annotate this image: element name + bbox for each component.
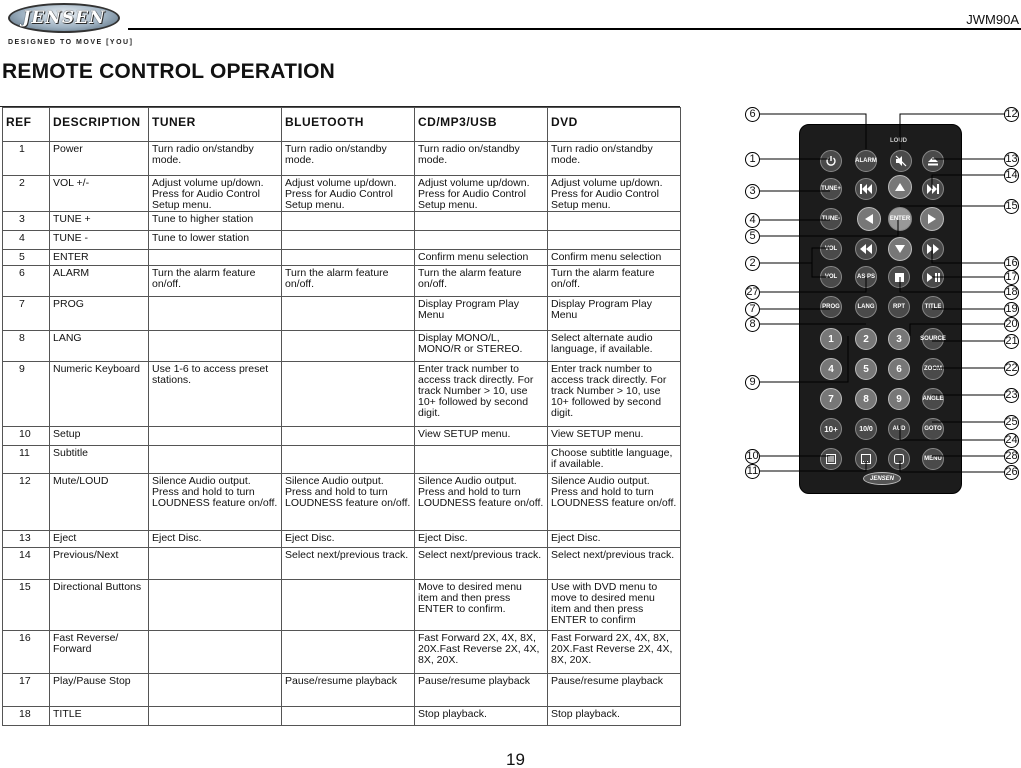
cell-bluetooth: Turn the alarm feature on/off.	[282, 266, 415, 297]
rpt-button[interactable]: RPT	[888, 296, 910, 318]
prog-button[interactable]: PROG	[820, 296, 842, 318]
loud-label: LOUD	[890, 138, 907, 144]
cell-tuner: Turn the alarm feature on/off.	[149, 266, 282, 297]
callout-left: 8	[745, 317, 760, 332]
cell-ref: 16	[3, 631, 50, 674]
cell-dvd: Turn radio on/standby mode.	[548, 142, 681, 176]
callout-left: 4	[745, 213, 760, 228]
cell-description: LANG	[50, 331, 149, 362]
callout-right: 20	[1005, 318, 1018, 330]
cell-ref: 6	[3, 266, 50, 297]
cell-tuner: Use 1-6 to access preset stations.	[149, 362, 282, 427]
callout-right: 12	[1005, 108, 1018, 120]
callout-right: 14	[1005, 169, 1018, 181]
callout-right: 15	[1005, 200, 1018, 212]
callout-left: 1	[745, 152, 760, 167]
callout-right: 25	[1005, 416, 1018, 428]
callout-left: 6	[745, 107, 760, 122]
tune-down-button[interactable]: TUNE-	[820, 208, 842, 230]
ten-zero-button[interactable]: 10/0	[855, 418, 877, 440]
tune-up-button[interactable]: TUNE+	[820, 178, 842, 200]
cell-description: Setup	[50, 427, 149, 446]
tagline: DESIGNED TO MOVE [YOU]	[8, 39, 134, 46]
cell-cd-mp3-usb: Move to desired menu item and then press ENTER to confirm.	[415, 580, 548, 631]
volume-down-button[interactable]: VOL	[820, 266, 842, 288]
callout-right: 17	[1005, 271, 1018, 283]
cell-dvd: Select alternate audio language, if available.	[548, 331, 681, 362]
cell-ref: 9	[3, 362, 50, 427]
cell-tuner: Tune to lower station	[149, 231, 282, 250]
header-cd-mp3-usb: CD/MP3/USB	[415, 108, 548, 142]
aud-button[interactable]: AUD	[888, 418, 910, 440]
cell-ref: 17	[3, 674, 50, 707]
cell-bluetooth: Pause/resume playback	[282, 674, 415, 707]
cell-description: PROG	[50, 297, 149, 331]
cell-bluetooth: Silence Audio output. Press and hold to turn LOUDNESS feature on/off.	[282, 474, 415, 531]
cell-bluetooth: Adjust volume up/down. Press for Audio Control Setup menu.	[282, 176, 415, 212]
remote-brand-badge: JENSEN	[863, 472, 901, 485]
cell-ref: 11	[3, 446, 50, 474]
callout-left: 5	[745, 229, 760, 244]
cell-dvd: Adjust volume up/down. Press for Audio Control Setup menu.	[548, 176, 681, 212]
cell-description: Fast Reverse/ Forward	[50, 631, 149, 674]
cell-cd-mp3-usb: Stop playback.	[415, 707, 548, 726]
cell-dvd: Confirm menu selection	[548, 250, 681, 266]
ten-plus-button[interactable]: 10+	[820, 418, 842, 440]
cell-dvd: Fast Forward 2X, 4X, 8X, 20X.Fast Reverse 2X, 4X, 8X, 20X.	[548, 631, 681, 674]
cell-cd-mp3-usb: Eject Disc.	[415, 531, 548, 548]
cell-description: VOL +/-	[50, 176, 149, 212]
cell-description: ENTER	[50, 250, 149, 266]
cell-cd-mp3-usb: Fast Forward 2X, 4X, 8X, 20X.Fast Reverse 2X, 4X, 8X, 20X.	[415, 631, 548, 674]
cell-cd-mp3-usb: Pause/resume playback	[415, 674, 548, 707]
callout-right: 13	[1005, 153, 1018, 165]
header-dvd: DVD	[548, 108, 681, 142]
cell-tuner: Adjust volume up/down. Press for Audio Control Setup menu.	[149, 176, 282, 212]
page-number: 19	[506, 750, 525, 768]
cell-dvd: Select next/previous track.	[548, 548, 681, 580]
cell-cd-mp3-usb: Adjust volume up/down. Press for Audio Control Setup menu.	[415, 176, 548, 212]
cell-dvd: View SETUP menu.	[548, 427, 681, 446]
cell-ref: 12	[3, 474, 50, 531]
cell-cd-mp3-usb: View SETUP menu.	[415, 427, 548, 446]
callout-left: 27	[746, 286, 759, 298]
number-key-2[interactable]: 2	[855, 328, 877, 350]
cell-bluetooth: Select next/previous track.	[282, 548, 415, 580]
header-tuner: TUNER	[149, 108, 282, 142]
cell-ref: 7	[3, 297, 50, 331]
number-key-3[interactable]: 3	[888, 328, 910, 350]
cell-cd-mp3-usb: Display MONO/L, MONO/R or STEREO.	[415, 331, 548, 362]
cell-description: TUNE +	[50, 212, 149, 231]
callout-left: 3	[745, 184, 760, 199]
cell-ref: 13	[3, 531, 50, 548]
cell-dvd: Eject Disc.	[548, 531, 681, 548]
number-key-5[interactable]: 5	[855, 358, 877, 380]
cell-tuner: Turn radio on/standby mode.	[149, 142, 282, 176]
page-title: REMOTE CONTROL OPERATION	[2, 60, 336, 83]
callout-left: 11	[746, 465, 759, 477]
callout-right: 18	[1005, 286, 1018, 298]
number-key-1[interactable]: 1	[820, 328, 842, 350]
cell-dvd: Silence Audio output. Press and hold to turn LOUDNESS feature on/off.	[548, 474, 681, 531]
cell-cd-mp3-usb: Display Program Play Menu	[415, 297, 548, 331]
callout-left: 10	[746, 450, 759, 462]
cell-dvd: Pause/resume playback	[548, 674, 681, 707]
cell-dvd: Choose subtitle language, if available.	[548, 446, 681, 474]
as-ps-button[interactable]: AS PS	[855, 266, 877, 288]
cell-ref: 3	[3, 212, 50, 231]
callout-right: 16	[1005, 257, 1018, 269]
volume-up-button[interactable]: VOL	[820, 238, 842, 260]
callout-right: 28	[1005, 450, 1018, 462]
cell-description: TITLE	[50, 707, 149, 726]
cell-description: TUNE -	[50, 231, 149, 250]
menu-button[interactable]: MENU	[922, 448, 944, 470]
cell-cd-mp3-usb: Silence Audio output. Press and hold to turn LOUDNESS feature on/off.	[415, 474, 548, 531]
cell-ref: 8	[3, 331, 50, 362]
number-key-6[interactable]: 6	[888, 358, 910, 380]
cell-ref: 15	[3, 580, 50, 631]
cell-ref: 4	[3, 231, 50, 250]
callout-right: 19	[1005, 303, 1018, 315]
cell-tuner: Silence Audio output. Press and hold to turn LOUDNESS feature on/off.	[149, 474, 282, 531]
header-ref: REF	[3, 108, 50, 142]
enter-button[interactable]: ENTER	[888, 207, 912, 231]
cell-ref: 5	[3, 250, 50, 266]
cell-description: Previous/Next	[50, 548, 149, 580]
callout-right: 23	[1005, 389, 1018, 401]
cell-description: Directional Buttons	[50, 580, 149, 631]
cell-ref: 14	[3, 548, 50, 580]
cell-ref: 1	[3, 142, 50, 176]
cell-cd-mp3-usb: Turn the alarm feature on/off.	[415, 266, 548, 297]
logo-text: JENSEN	[22, 8, 106, 28]
callout-left: 2	[745, 256, 760, 271]
angle-button[interactable]: ANGLE	[922, 388, 944, 410]
cell-cd-mp3-usb: Turn radio on/standby mode.	[415, 142, 548, 176]
cell-dvd: Enter track number to access track directly. For track Number > 10, use 10+ followed by second digit.	[548, 362, 681, 427]
cell-cd-mp3-usb: Select next/previous track.	[415, 548, 548, 580]
cell-ref: 10	[3, 427, 50, 446]
callout-left: 9	[745, 375, 760, 390]
cell-cd-mp3-usb: Enter track number to access track directly. For track Number > 10, use 10+ followed by second digit.	[415, 362, 548, 427]
cell-cd-mp3-usb: Confirm menu selection	[415, 250, 548, 266]
lang-button[interactable]: LANG	[855, 296, 877, 318]
cell-description: Eject	[50, 531, 149, 548]
cell-dvd: Turn the alarm feature on/off.	[548, 266, 681, 297]
cell-description: Mute/LOUD	[50, 474, 149, 531]
model-number: JWM90A	[966, 12, 1019, 27]
cell-dvd: Stop playback.	[548, 707, 681, 726]
cell-ref: 18	[3, 707, 50, 726]
cell-tuner: Tune to higher station	[149, 212, 282, 231]
number-key-9[interactable]: 9	[888, 388, 910, 410]
callout-left: 7	[745, 302, 760, 317]
title-button[interactable]: TITLE	[922, 296, 944, 318]
callout-right: 24	[1005, 434, 1018, 446]
goto-button[interactable]: GOTO	[922, 418, 944, 440]
callout-right: 22	[1005, 362, 1018, 374]
header-bluetooth: BLUETOOTH	[282, 108, 415, 142]
callout-right: 21	[1005, 335, 1018, 347]
cell-bluetooth: Turn radio on/standby mode.	[282, 142, 415, 176]
callout-right: 26	[1005, 466, 1018, 478]
cell-description: Subtitle	[50, 446, 149, 474]
number-key-8[interactable]: 8	[855, 388, 877, 410]
cell-dvd: Display Program Play Menu	[548, 297, 681, 331]
cell-dvd: Use with DVD menu to move to desired menu item and then press ENTER to confirm	[548, 580, 681, 631]
cell-description: Play/Pause Stop	[50, 674, 149, 707]
cell-bluetooth: Eject Disc.	[282, 531, 415, 548]
number-key-7[interactable]: 7	[820, 388, 842, 410]
cell-description: Power	[50, 142, 149, 176]
cell-description: ALARM	[50, 266, 149, 297]
source-button[interactable]: SOURCE	[922, 328, 944, 350]
header-description: DESCRIPTION	[50, 108, 149, 142]
zoom-button[interactable]: ZOOM	[922, 358, 944, 380]
cell-ref: 2	[3, 176, 50, 212]
alarm-button[interactable]: ALARM	[855, 150, 877, 172]
number-key-4[interactable]: 4	[820, 358, 842, 380]
cell-tuner: Eject Disc.	[149, 531, 282, 548]
cell-description: Numeric Keyboard	[50, 362, 149, 427]
